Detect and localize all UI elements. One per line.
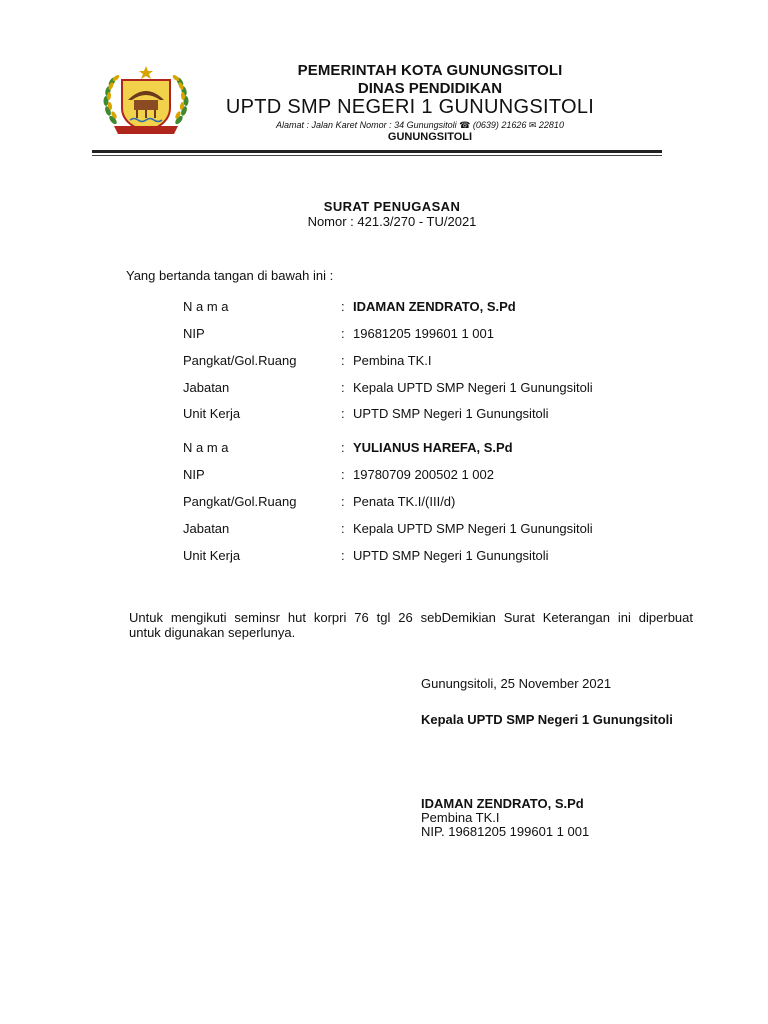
field-label: Jabatan	[183, 380, 230, 395]
field-label: Jabatan	[183, 521, 230, 536]
signature-name: IDAMAN ZENDRATO, S.Pd	[421, 796, 584, 811]
field-colon: :	[341, 406, 345, 421]
letterhead-city: GUNUNGSITOLI	[387, 131, 473, 143]
field-value: IDAMAN ZENDRATO, S.Pd	[353, 299, 516, 314]
letterhead-government: PEMERINTAH KOTA GUNUNGSITOLI	[297, 62, 563, 79]
person2-nip-row	[183, 467, 683, 483]
field-value: Penata TK.I/(III/d)	[353, 494, 456, 509]
signature-nip: NIP. 19681205 199601 1 001	[421, 824, 590, 839]
field-colon: :	[341, 467, 345, 482]
field-colon: :	[341, 548, 345, 563]
field-value: UPTD SMP Negeri 1 Gunungsitoli	[353, 406, 549, 421]
person2-rank-row	[183, 494, 683, 510]
body-line-2: untuk digunakan seperlunya.	[129, 625, 296, 640]
document-number: Nomor : 421.3/270 - TU/2021	[307, 214, 477, 229]
field-colon: :	[341, 380, 345, 395]
field-colon: :	[341, 326, 345, 341]
letterhead-address: Alamat : Jalan Karet Nomor : 34 Gunungsitoli ☎ (0639) 21626 ✉ 22810	[276, 120, 564, 130]
field-value: YULIANUS HAREFA, S.Pd	[353, 440, 513, 455]
field-label: Pangkat/Gol.Ruang	[183, 353, 297, 368]
letterhead-department: DINAS PENDIDIKAN	[357, 80, 503, 97]
body-line-1: Untuk mengikuti seminsr hut korpri 76 tgl 26 sebDemikian Surat Keterangan ini diperbuat	[129, 610, 693, 625]
person1-nip-row	[183, 326, 683, 342]
person2-unit-row	[183, 548, 683, 564]
field-colon: :	[341, 440, 345, 455]
letterhead-divider-thick	[92, 150, 662, 153]
letterhead-school-name: UPTD SMP NEGERI 1 GUNUNGSITOLI	[225, 96, 595, 118]
field-label: N a m a	[183, 440, 229, 455]
person2-position-row	[183, 521, 683, 537]
person1-unit-row	[183, 406, 683, 422]
field-value: Kepala UPTD SMP Negeri 1 Gunungsitoli	[353, 380, 593, 395]
field-colon: :	[341, 299, 345, 314]
field-label: NIP	[183, 467, 205, 482]
signature-rank: Pembina TK.I	[421, 810, 500, 825]
field-value: Kepala UPTD SMP Negeri 1 Gunungsitoli	[353, 521, 593, 536]
intro-text: Yang bertanda tangan di bawah ini :	[126, 268, 334, 283]
field-colon: :	[341, 353, 345, 368]
body-paragraph	[129, 610, 693, 640]
person2-name-row	[183, 440, 683, 456]
person1-rank-row	[183, 353, 683, 369]
person1-position-row	[183, 380, 683, 396]
field-label: Pangkat/Gol.Ruang	[183, 494, 297, 509]
field-value: 19681205 199601 1 001	[353, 326, 494, 341]
field-label: N a m a	[183, 299, 229, 314]
field-label: NIP	[183, 326, 205, 341]
field-colon: :	[341, 494, 345, 509]
field-value: Pembina TK.I	[353, 353, 432, 368]
signature-place-date: Gunungsitoli, 25 November 2021	[421, 676, 612, 691]
document-title: SURAT PENUGASAN	[323, 199, 461, 214]
signature-position: Kepala UPTD SMP Negeri 1 Gunungsitoli	[421, 712, 673, 727]
field-label: Unit Kerja	[183, 406, 241, 421]
field-value: 19780709 200502 1 002	[353, 467, 494, 482]
field-colon: :	[341, 521, 345, 536]
person1-name-row	[183, 299, 683, 315]
field-value: UPTD SMP Negeri 1 Gunungsitoli	[353, 548, 549, 563]
letterhead-divider-thin	[92, 155, 662, 156]
field-label: Unit Kerja	[183, 548, 241, 563]
